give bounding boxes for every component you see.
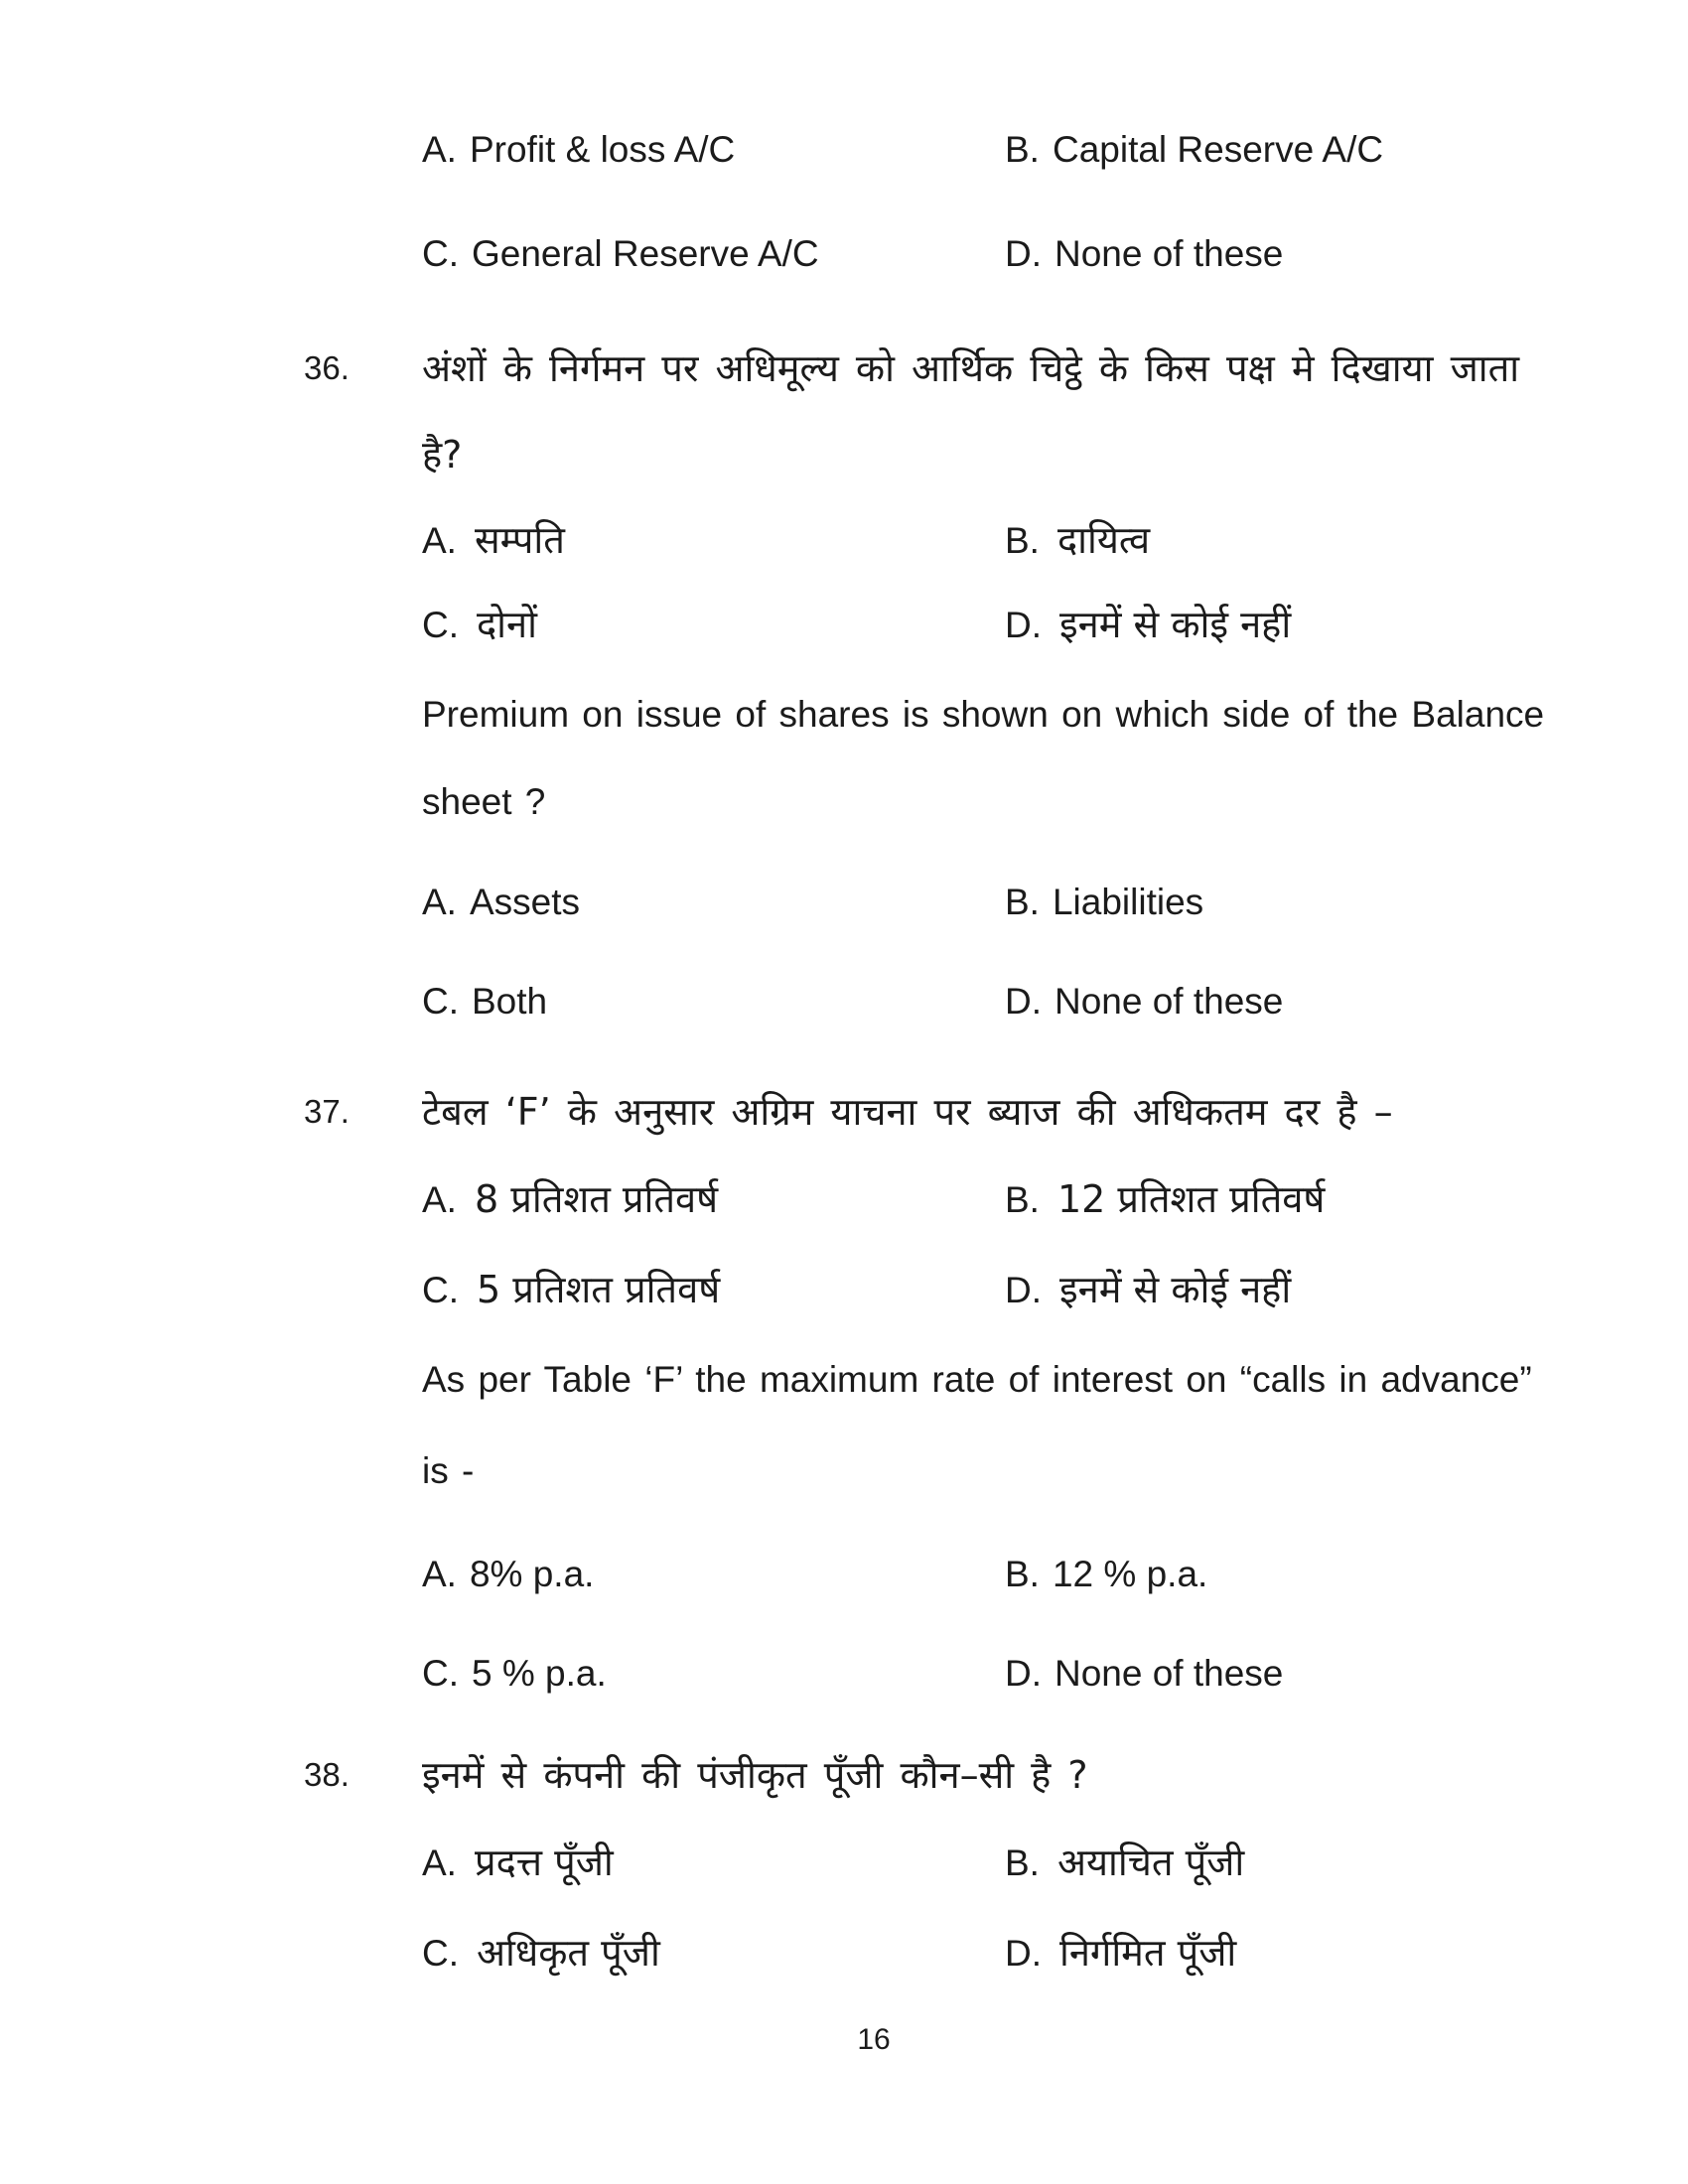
option-text: निर्गमित पूँजी [1059,1931,1237,1975]
option-c [422,975,547,1028]
question-text-hindi: है? [422,433,463,477]
option-letter: C. [422,1933,459,1974]
option-d [1005,1647,1283,1701]
question-36-hindi-options-row-2 [0,598,1688,651]
option-letter: D. [1005,605,1042,645]
question-37-english-options-row-1 [0,1548,1688,1601]
question-36-hindi-line-2 [0,428,1688,481]
question-37-english-options-row-2 [0,1647,1688,1701]
question-number: 38. [304,1756,350,1793]
option-letter: D. [1005,981,1042,1022]
option-letter: D. [1005,1933,1042,1974]
option-letter: B. [1005,129,1040,170]
option-letter: D. [1005,1270,1042,1310]
option-letter: C. [422,981,459,1022]
option-letter: B. [1005,1843,1040,1883]
option-text: दायित्व [1056,518,1151,562]
option-a [422,1836,614,1890]
carryover-options-row-2 [0,227,1688,281]
option-text: दोनों [477,603,537,646]
option-c [422,1263,720,1317]
option-a [422,123,735,177]
option-text: 12 प्रतिशत प्रतिवर्ष [1056,1177,1326,1221]
option-letter: D. [1005,1653,1042,1694]
option-b [1005,876,1203,929]
question-number: 37. [304,1093,350,1130]
question-text-english: Premium on issue of shares is shown on which side of the Balance [422,694,1545,735]
option-letter: B. [1005,882,1040,922]
question-36-english-options-row-1 [0,876,1688,929]
option-text: इनमें से कोई नहीं [1059,1268,1292,1311]
option-c [422,598,537,652]
option-text: Capital Reserve A/C [1052,129,1384,170]
option-text: None of these [1055,981,1284,1022]
option-c [422,227,819,281]
option-letter: B. [1005,520,1040,561]
question-38-hindi-options-row-2 [0,1926,1688,1979]
option-b [1005,1836,1244,1890]
option-letter: D. [1005,233,1042,274]
option-a [422,1172,718,1227]
question-38-hindi-options-row-1 [0,1836,1688,1889]
option-a [422,876,580,929]
option-d [1005,975,1283,1028]
option-b [1005,123,1383,177]
option-letter: B. [1005,1554,1040,1594]
option-d [1005,598,1291,652]
option-d [1005,1926,1236,1980]
option-text: 5 प्रतिशत प्रतिवर्ष [477,1268,721,1311]
option-text: Both [472,981,548,1022]
question-38-hindi-line-1 [0,1748,1688,1802]
option-text: 8% p.a. [469,1554,595,1594]
option-letter: A. [422,520,457,561]
question-37-hindi-options-row-1 [0,1172,1688,1226]
option-c [422,1926,660,1980]
question-number: 36. [304,349,350,386]
question-text-english: As per Table ‘F’ the maximum rate of interest on “calls in advance” [422,1359,1532,1400]
option-text: प्रदत्त पूँजी [474,1841,614,1884]
option-text: Liabilities [1052,882,1204,922]
option-letter: C. [422,605,459,645]
option-a [422,1548,594,1601]
option-b [1005,1172,1325,1227]
option-text: अयाचित पूँजी [1056,1841,1245,1884]
question-text-hindi: इनमें से कंपनी की पंजीकृत पूँजी कौन–सी है ? [422,1753,1088,1797]
option-letter: A. [422,1843,457,1883]
option-b [1005,513,1150,568]
option-text: None of these [1055,1653,1284,1694]
option-letter: C. [422,1653,459,1694]
option-d [1005,1263,1291,1317]
question-36-english-line-2 [0,775,1688,829]
question-37-hindi-line-1 [0,1085,1688,1139]
option-letter: C. [422,1270,459,1310]
option-letter: A. [422,129,457,170]
question-text-hindi: टेबल ‘F’ के अनुसार अग्रिम याचना पर ब्याज की अधिकतम दर है – [422,1090,1393,1134]
option-text: Assets [469,882,581,922]
question-36-english-options-row-2 [0,975,1688,1028]
option-text: 12 % p.a. [1052,1554,1208,1594]
question-text-english: sheet ? [422,781,546,822]
option-letter: B. [1005,1179,1040,1220]
question-37-english-line-2 [0,1444,1688,1498]
question-36-english-line-1 [0,688,1688,742]
option-letter: A. [422,1554,457,1594]
option-text: None of these [1055,233,1284,274]
option-text: इनमें से कोई नहीं [1059,603,1292,646]
carryover-options-row-1 [0,123,1688,177]
option-text: 5 % p.a. [472,1653,607,1694]
option-letter: A. [422,1179,457,1220]
option-letter: A. [422,882,457,922]
question-36-hindi-options-row-1 [0,513,1688,567]
option-letter: C. [422,233,459,274]
option-c [422,1647,607,1701]
option-text: अधिकृत पूँजी [477,1931,660,1975]
question-37-english-line-1 [0,1353,1688,1407]
option-d [1005,227,1283,281]
question-36-hindi-line-1 [0,341,1688,395]
option-a [422,513,565,568]
question-text-hindi: अंशों के निर्गमन पर अधिमूल्य को आर्थिक चिट्ठे के किस पक्ष मे दिखाया जाता [422,346,1520,390]
option-text: General Reserve A/C [472,233,819,274]
question-text-english: is - [422,1450,475,1491]
option-text: सम्पति [474,518,565,562]
option-b [1005,1548,1207,1601]
page-number: 16 [857,2023,891,2056]
option-text: 8 प्रतिशत प्रतिवर्ष [474,1177,719,1221]
question-37-hindi-options-row-2 [0,1263,1688,1316]
option-text: Profit & loss A/C [469,129,736,170]
